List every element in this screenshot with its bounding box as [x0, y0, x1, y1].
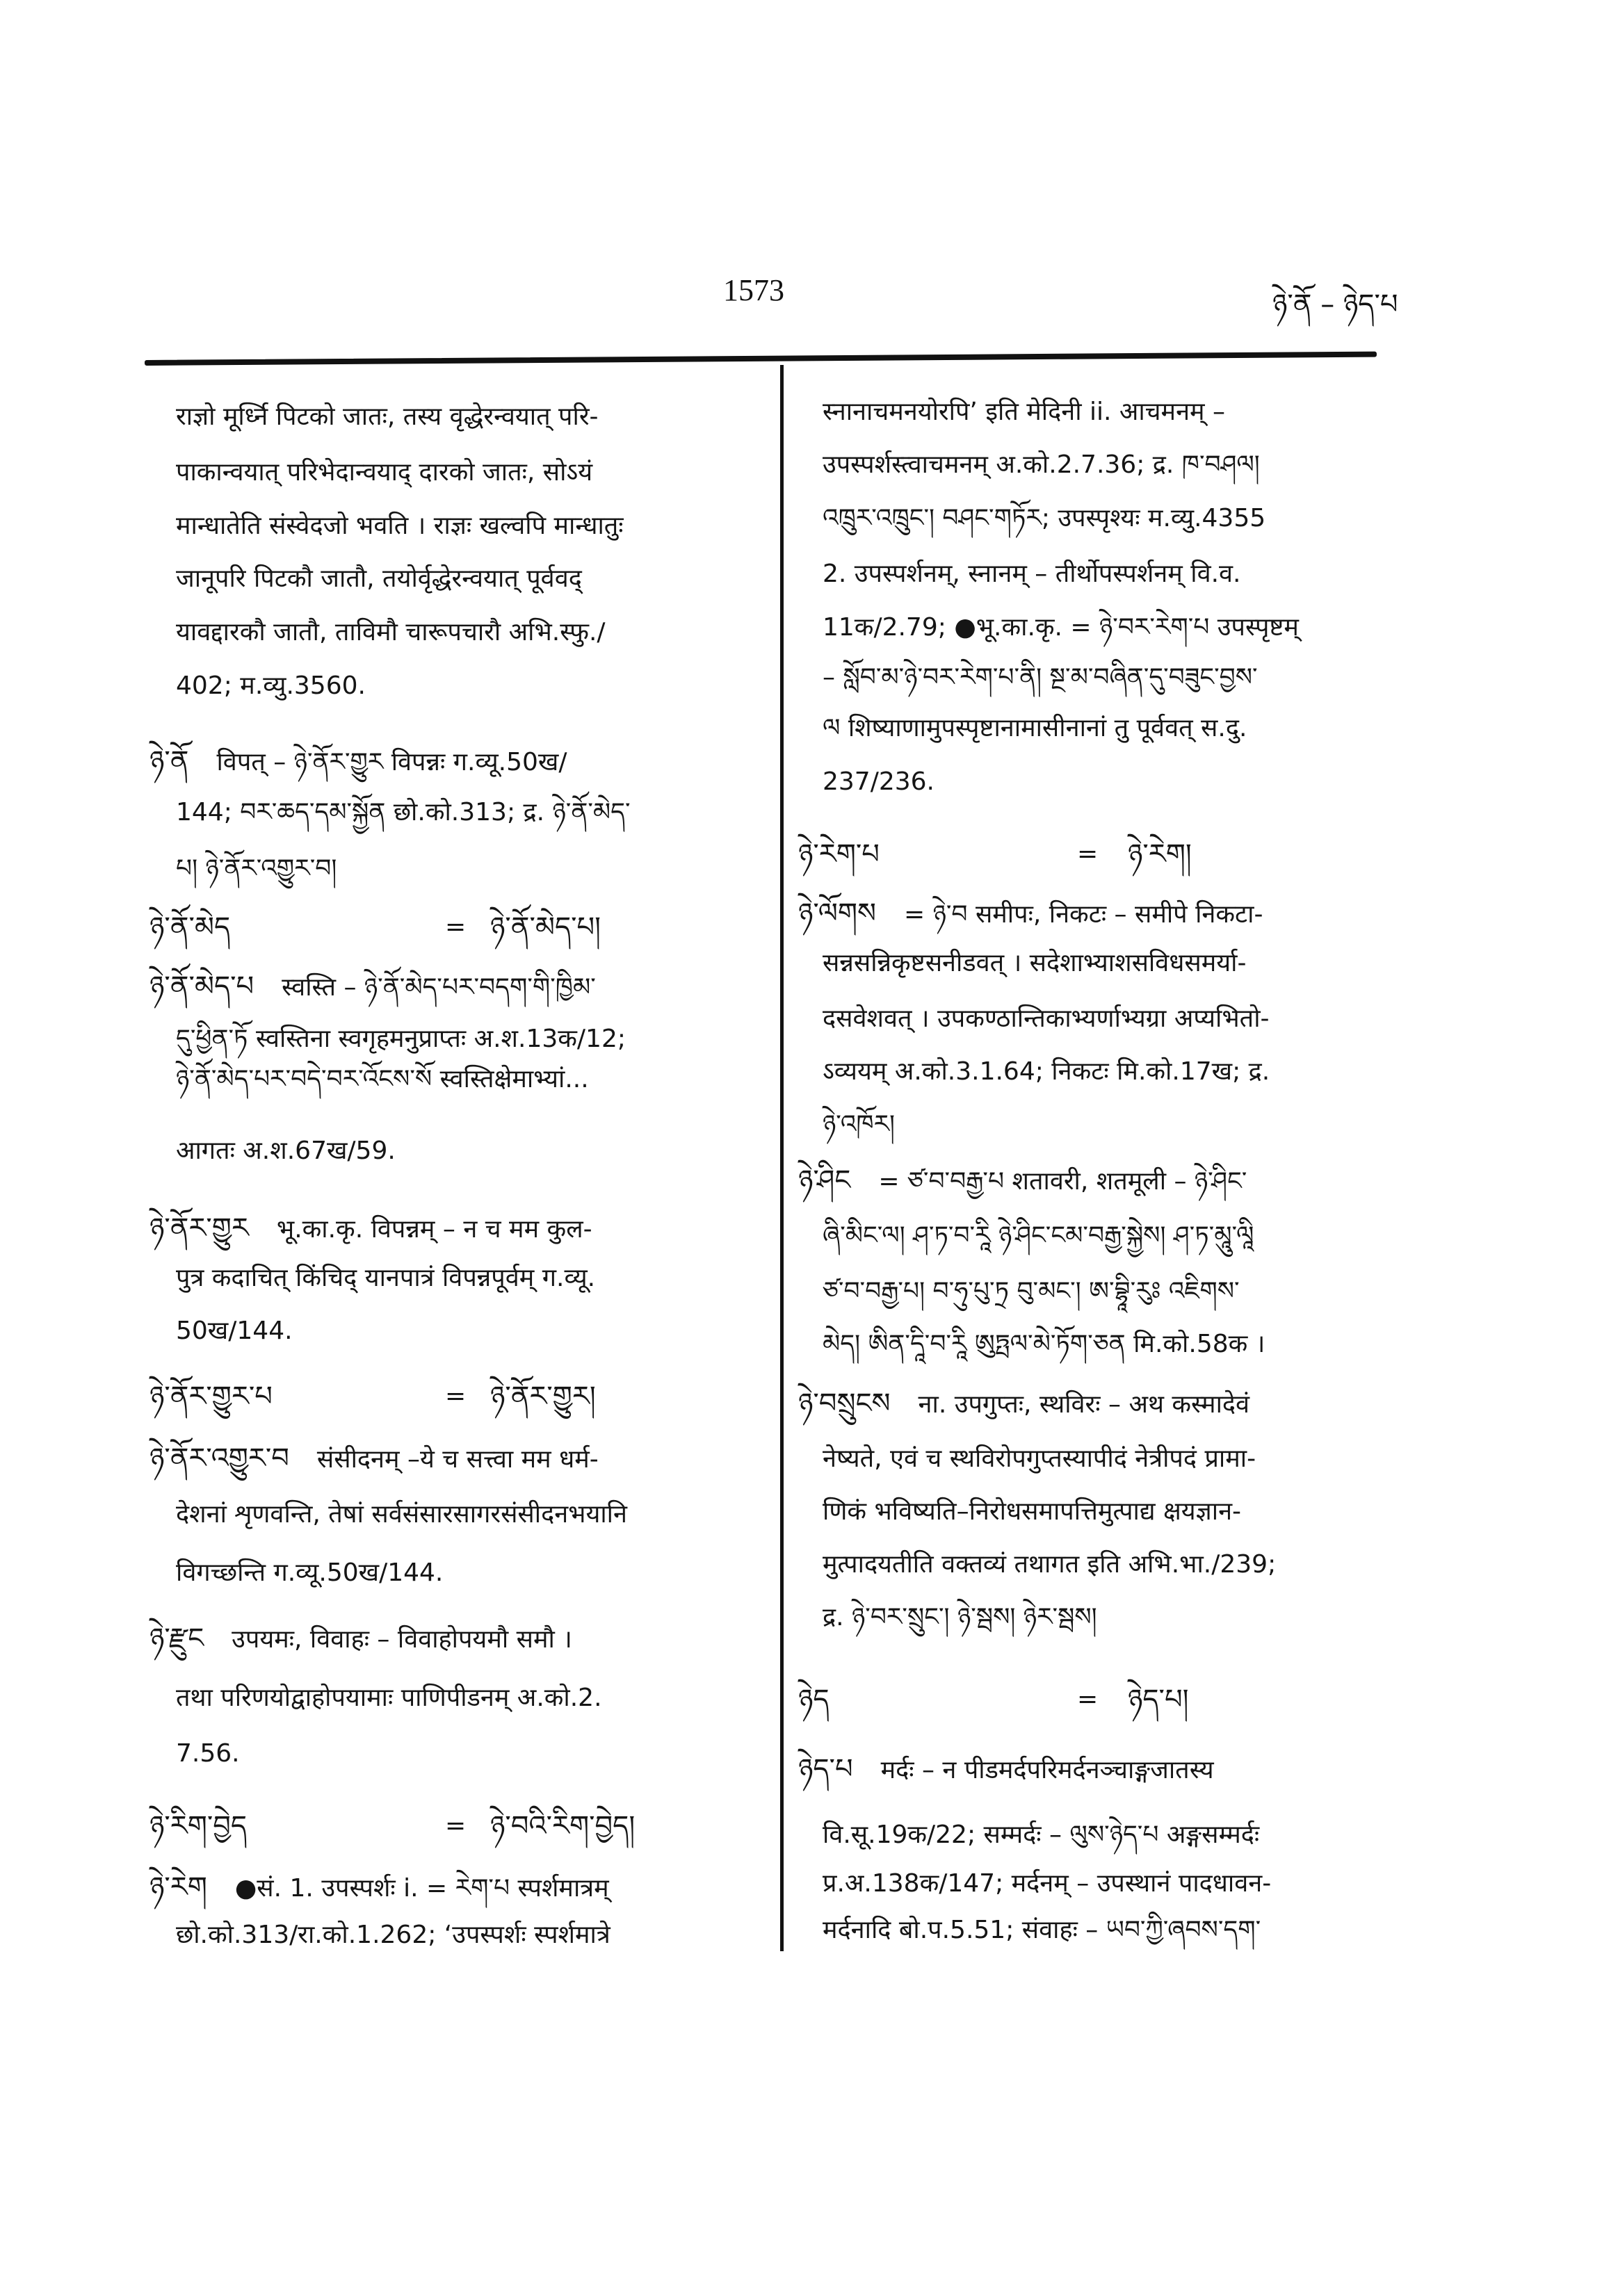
entry-text: པ། ཉེ་ནོར་འགྱུར་བ། [176, 854, 337, 883]
dictionary-entry [149, 740, 567, 782]
entry-text: राज्ञो मूर्ध्नि पिटको जातः, तस्य वृद्धेरन्वयात् परि- [176, 402, 599, 431]
entry-headword: ཉེ་རིག་བྱེད [149, 1810, 248, 1842]
entry-continuation-line [823, 391, 1225, 433]
entry-text: ཉེ་ནོ་མེད་པར་བདེ་བར་འོངས་སོ स्वस्तिक्षेमाभ्यां... [176, 1065, 589, 1093]
entry-continuation-line [823, 657, 1258, 699]
equivalence-sign: = [1077, 840, 1099, 868]
entry-text: उपयमः, विवाहः – विवाहोपयमौ समौ । [232, 1625, 572, 1654]
cross-reference-term: ཉེ་ནོར་གྱུར། [490, 1381, 596, 1412]
entry-continuation-line [823, 1814, 1259, 1856]
entry-continuation-line [823, 1491, 1241, 1533]
entry-continuation-line [176, 848, 337, 890]
entry-text: 402; म.व्यु.3560. [176, 671, 366, 700]
entry-headword: ཉེ་རེག [149, 1871, 207, 1903]
entry-continuation-line [823, 1544, 1276, 1586]
entry-headword: ཉེ་ནོ་མེད་པ [149, 970, 254, 1002]
entry-text: मर्दः – न पीडमर्दपरिमर्दनञ्चाङ्गजातस्य [880, 1756, 1214, 1784]
entry-continuation-line [176, 1130, 396, 1172]
entry-continuation-line [823, 1104, 895, 1146]
dictionary-entry [798, 1679, 1189, 1720]
entry-continuation-line [823, 1324, 1265, 1365]
entry-text: ●सं. 1. उपस्पर्शः i. = རེག་པ स्पर्शमात्रम् [234, 1874, 609, 1903]
entry-text: ཙ་བ་བརྒྱ་པ། བ་ཧུ་པུ་ཏྲ བུ་མང་། ཨ་བྷཱི་རུཿ འཇིགས་ [823, 1277, 1240, 1305]
dictionary-entry [149, 1207, 592, 1249]
cross-reference-term: ཉེ་བའི་རིག་བྱེད། [490, 1810, 636, 1842]
entry-text: मान्धातेति संस्वेदजो भवति । राज्ञः खल्वपि मान्धातुः [176, 512, 624, 540]
entry-continuation-line [823, 943, 1246, 984]
entry-headword: ཉེད [798, 1684, 830, 1716]
entry-headword: ཉེ་བསྲུངས [798, 1387, 891, 1419]
entry-text: देशनां शृणवन्ति, तेषां सर्वसंसारसागरसंसीदनभयानि [176, 1500, 627, 1529]
entry-headword: ཉེད་པ [798, 1753, 853, 1785]
entry-text: स्वस्ति – ཉེ་ནོ་མེད་པར་བདག་གི་ཁྱིམ་ [282, 973, 596, 1002]
entry-text: उपस्पर्शस्त्वाचमनम् अ.को.2.7.36; द्र. ཁ་བཤལ། [823, 450, 1260, 479]
entry-text: ཉེ་འཁོར། [823, 1110, 896, 1139]
entry-continuation-line [176, 1552, 443, 1594]
column-divider [780, 365, 784, 1951]
entry-text: – སློབ་མ་ཉེ་བར་རེག་པ་ནི། སྔ་མ་བཞིན་དུ་བཟུང་བྱས་ [823, 663, 1258, 692]
entry-text: ཞི་མིང་ལ། ཤ་ཏ་བ་རཱི ཉེ་ཤིང་ངམ་བརྒྱ་སྐྱེས། ཤ་ཏ་མཱུ་ལཱི [823, 1221, 1254, 1250]
entry-text: जानूपरि पिटकौ जातौ, तयोर्वृद्धेरन्वयात् पूर्ववद् [176, 564, 582, 593]
entry-text: णिकं भविष्यति–निरोधसमापत्तिमुत्पाद्य क्षयज्ञान- [823, 1497, 1242, 1526]
entry-text: मर्दनादि बो.प.5.51; संवाहः – ཡབ་ཀྱི་ཞབས་དག་ [823, 1916, 1261, 1944]
entry-continuation-line [176, 396, 599, 438]
entry-text: 144; བར་ཆད་དམ་སྐྱོན छो.को.313; द्र. ཉེ་ནོ་མེད་ [176, 798, 631, 827]
entry-continuation-line [176, 1914, 610, 1956]
entry-continuation-line [176, 1310, 293, 1352]
entry-continuation-line [823, 498, 1265, 539]
entry-continuation-line [176, 1733, 240, 1775]
equivalence-sign: = [445, 1811, 467, 1840]
entry-continuation-line [823, 1051, 1270, 1093]
entry-continuation-line [823, 1597, 1097, 1638]
cross-reference-term: ཉེ་ནོ་མེད་པ། [490, 911, 601, 943]
entry-continuation-line [823, 1438, 1256, 1480]
entry-text: ऽव्ययम् अ.को.3.1.64; निकटः मि.को.17ख; द्र. [823, 1057, 1270, 1086]
dictionary-entry [149, 966, 596, 1007]
entry-continuation-line [823, 708, 1247, 749]
cross-reference-term: ཉེད་པ། [1128, 1684, 1189, 1716]
entry-text: ना. उपगुप्तः, स्थविरः – अथ कस्मादेवं [918, 1390, 1250, 1419]
entry-text: मुत्पादयतीति वक्तव्यं तथागत इति अभि.भा./239; [823, 1550, 1277, 1579]
dictionary-entry [149, 906, 601, 948]
header-rule [145, 352, 1377, 366]
entry-headword: ཉེ་ནོར་འགྱུར་བ [149, 1442, 289, 1474]
running-head: ཉེ་ནོ – ཉེད་པ [1272, 288, 1398, 320]
entry-headword: ཉེ་ནོར་གྱུར་པ [149, 1381, 273, 1412]
entry-continuation-line [176, 505, 624, 547]
entry-text: पुत्र कदाचित् किंचिद् यानपात्रं विपन्नपूर्वम् ग.व्यू. [176, 1264, 596, 1292]
entry-text: 2. उपस्पर्शनम्, स्नानम् – तीर्थोपस्पर्शनम् वि.व. [823, 560, 1241, 588]
entry-headword: ཉེ་ནོ [149, 745, 189, 777]
entry-text: आगतः अ.श.67ख/59. [176, 1137, 396, 1165]
entry-text: स्नानाचमनयोरपि’ इति मेदिनी ii. आचमनम् – [823, 398, 1226, 426]
entry-continuation-line [823, 444, 1260, 486]
cross-reference-term: ཉེ་རེག། [1128, 838, 1192, 870]
entry-continuation-line [823, 1271, 1240, 1312]
equivalence-sign: = [445, 913, 467, 941]
entry-continuation-line [176, 558, 582, 600]
dictionary-entry [149, 1376, 596, 1417]
entry-continuation-line [823, 607, 1299, 649]
entry-continuation-line [823, 1910, 1261, 1951]
entry-text: वि.सू.19क/22; सम्मर्दः – ལུས་ཉེད་པ अङ्गसम्मर्दः [823, 1821, 1260, 1849]
entry-continuation-line [176, 452, 592, 494]
entry-headword: ཉེ་ཤིང [798, 1164, 851, 1196]
entry-headword: ཉེ་རྫུང [149, 1622, 204, 1654]
entry-text: = ཉེ་བ समीपः, निकटः – समीपे निकटा- [904, 900, 1263, 929]
entry-continuation-line [176, 665, 366, 707]
entry-continuation-line [176, 1059, 589, 1100]
entry-continuation-line [823, 998, 1270, 1040]
entry-text: सन्नसन्निकृष्टसनीडवत् । सदेशाभ्याशसविधसमर्या- [823, 949, 1247, 977]
entry-text: 11क/2.79; ●भू.का.कृ. = ཉེ་བར་རེག་པ उपस्पृष्टम् [823, 613, 1299, 642]
entry-continuation-line [176, 1257, 595, 1299]
dictionary-entry [149, 1438, 599, 1479]
entry-continuation-line [176, 792, 631, 833]
entry-text: द्र. ཉེ་བར་སྲུང་། ཉེ་སྦས། ཉེར་སྦས། [823, 1603, 1097, 1631]
dictionary-entry [798, 833, 1192, 875]
dictionary-entry [798, 893, 1263, 934]
entry-headword: ཉེ་ནོར་གྱུར [149, 1212, 249, 1244]
entry-headword: ཉེ་ནོ་མེད [149, 911, 231, 943]
entry-text: = ཙ་བ་བརྒྱ་པ शतावरी, शतमूली – ཉེ་ཤིང་ [878, 1167, 1247, 1196]
entry-continuation-line [176, 612, 606, 653]
entry-text: विपत् – ཉེ་ནོར་གྱུར विपन्नः ग.व्यू.50ख/ [216, 748, 567, 776]
dictionary-entry [149, 1618, 572, 1659]
dictionary-entry [798, 1159, 1247, 1201]
entry-text: དུ་ཕྱིན་ཏོ स्वस्तिना स्वगृहमनुप्राप्तः अ.श.13क/12; [176, 1025, 626, 1053]
entry-continuation-line [176, 1494, 627, 1536]
entry-text: 7.56. [176, 1739, 240, 1768]
entry-text: पाकान्वयात् परिभेदान्वयाद् दारको जातः, सोऽयं [176, 458, 593, 487]
dictionary-entry [149, 1866, 609, 1908]
entry-text: 237/236. [823, 767, 935, 796]
entry-continuation-line [823, 1215, 1254, 1257]
entry-headword: ཉེ་ལོགས [798, 897, 876, 929]
dictionary-entry [798, 1748, 1214, 1790]
entry-text: 50ख/144. [176, 1317, 293, 1345]
entry-text: མེད། ཨིན་དཱི་བ་རཱི ཨུཏྤལ་མེ་ཏོག་ཅན मि.को.58क । [823, 1330, 1265, 1358]
page-number: 1573 [723, 273, 784, 307]
entry-continuation-line [176, 1018, 626, 1060]
equivalence-sign: = [1077, 1685, 1099, 1713]
dictionary-entry [798, 1383, 1249, 1424]
entry-continuation-line [823, 761, 935, 803]
entry-text: संसीदनम् –ये च सत्त्वा मम धर्म- [316, 1445, 599, 1474]
entry-text: दसवेशवत् । उपकण्ठान्तिकाभ्यर्णाभ्यग्रा अप्यभितो- [823, 1004, 1270, 1033]
entry-headword: ཉེ་རེག་པ [798, 838, 880, 870]
dictionary-entry [149, 1805, 636, 1847]
entry-text: नेष्यते, एवं च स्थविरोपगुप्तस्यापीदं नेत्रीपदं प्रामा- [823, 1444, 1256, 1473]
entry-text: འཁྲུར་འཁྲུང་། བཤང་གཏོར; उपस्पृश्यः म.व्यु.4355 [823, 504, 1266, 532]
entry-text: यावद्दारकौ जातौ, ताविमौ चारूपचारौ अभि.स्फु./ [176, 618, 606, 646]
entry-continuation-line [176, 1677, 602, 1719]
entry-text: विगच्छन्ति ग.व्यू.50ख/144. [176, 1558, 444, 1587]
entry-continuation-line [823, 553, 1241, 595]
equivalence-sign: = [445, 1382, 467, 1410]
entry-text: प्र.अ.138क/147; मर्दनम् – उपस्थानं पादधावन- [823, 1869, 1272, 1898]
entry-text: भू.का.कृ. विपन्नम् – न च मम कुल- [276, 1215, 592, 1244]
entry-text: ལ शिष्याणामुपस्पृष्टानामासीनानां तु पूर्ववत् स.दु. [823, 714, 1247, 742]
entry-continuation-line [823, 1863, 1271, 1905]
entry-text: छो.को.313/रा.को.1.262; ‘उपस्पर्शः स्पर्शमात्रे [176, 1921, 610, 1949]
entry-text: तथा परिणयोद्वाहोपयामाः पाणिपीडनम् अ.को.2. [176, 1684, 602, 1712]
